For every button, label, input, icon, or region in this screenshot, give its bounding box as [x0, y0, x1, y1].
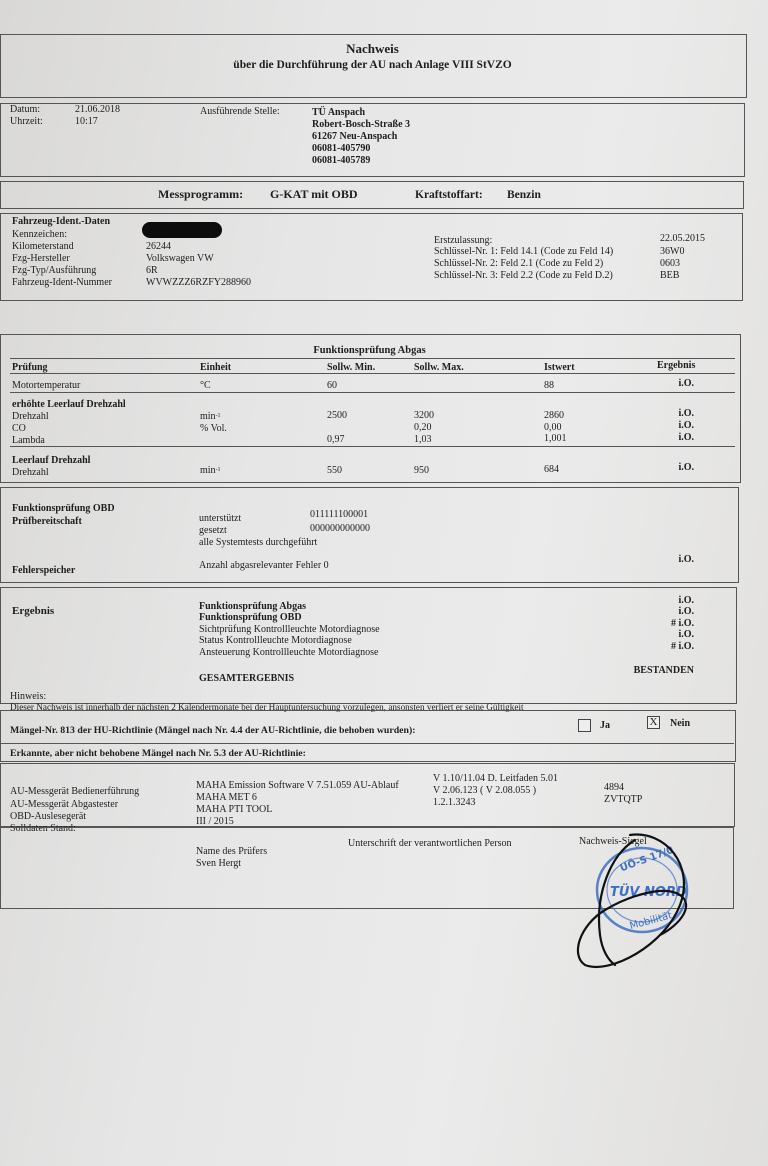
- leerlauf-drehzahl-unit: $\min^{-1}$: [200, 465, 221, 476]
- lambda-label: Lambda: [12, 435, 45, 446]
- program-value: G-KAT mit OBD: [270, 187, 358, 201]
- ja-label: Ja: [600, 720, 610, 731]
- obd-box: [0, 487, 739, 583]
- pruefer-name: Sven Hergt: [196, 858, 242, 869]
- ergebnis-item-label: Funktionsprüfung OBD: [199, 612, 302, 623]
- leerlauf-drehzahl-ist: 684: [544, 464, 559, 475]
- vehicle-right-value: 0603: [660, 258, 680, 269]
- page-subtitle: über die Durchführung der AU nach Anlage VIII StVZO: [233, 59, 512, 71]
- drehzahl-max: 3200: [414, 410, 434, 421]
- hinweis-label: Hinweis:: [10, 691, 47, 702]
- obd-pruef-label: Prüfbereitschaft: [12, 516, 82, 527]
- vehicle-row-label: Kilometerstand: [12, 241, 74, 252]
- motortemp-unit: °C: [200, 380, 211, 391]
- lambda-min: 0,97: [327, 434, 345, 445]
- lambda-result: i.O.: [678, 432, 694, 443]
- vehicle-row-label: Fzg-Typ/Ausführung: [12, 265, 97, 276]
- equipment-label: AU-Messgerät Abgastester: [10, 799, 119, 810]
- col-sollw-max: Sollw. Max.: [414, 362, 464, 373]
- co-ist: 0,00: [544, 422, 562, 433]
- pruefer-label: Name des Prüfers: [196, 846, 268, 857]
- stelle-line: 61267 Neu-Anspach: [312, 131, 398, 142]
- systemtests-text: alle Systemtests durchgeführt: [199, 537, 318, 548]
- equipment-code: 4894: [604, 782, 624, 793]
- gesamt-value: BESTANDEN: [633, 665, 694, 676]
- col-pruefung: Prüfung: [12, 362, 48, 373]
- stamp-bottom-text: Mobilität: [628, 910, 674, 933]
- unterschrift-label: Unterschrift der verantwortlichen Person: [348, 838, 512, 849]
- vehicle-row-label: Fahrzeug-Ident-Nummer: [12, 277, 112, 288]
- fuel-value: Benzin: [507, 189, 541, 201]
- datum-label: Datum:: [10, 104, 40, 115]
- page-title: Nachweis: [346, 41, 399, 56]
- vehicle-right-label: Schlüssel-Nr. 1: Feld 14.1 (Code zu Feld 14): [434, 246, 614, 257]
- row-line: [10, 446, 735, 447]
- datum-value: 21.06.2018: [75, 104, 120, 115]
- drehzahl-result: i.O.: [678, 408, 694, 419]
- fehler-text: Anzahl abgasrelevanter Fehler 0: [199, 560, 329, 571]
- equipment-version: V 1.10/11.04 D. Leitfaden 5.01: [433, 773, 558, 784]
- equipment-label: Solldaten Stand:: [10, 823, 76, 834]
- maengel-question: Mängel-Nr. 813 der HU-Richtlinie (Mängel nach Nr. 4.4 der AU-Richtlinie, die behoben wurden):: [10, 725, 416, 736]
- stamp-top-text: UÖ-S 17/0: [618, 844, 676, 875]
- vehicle-right-value: 36W0: [660, 246, 685, 257]
- stelle-line: Robert-Bosch-Straße 3: [312, 119, 411, 130]
- ergebnis-item-result: i.O.: [678, 629, 694, 640]
- col-istwert: Istwert: [544, 362, 575, 373]
- leerlauf-drehzahl-min: 550: [327, 465, 342, 476]
- equipment-code: ZVTQTP: [604, 794, 643, 805]
- program-label: Messprogramm:: [158, 187, 244, 201]
- program-box: [0, 181, 744, 209]
- stelle-label: Ausführende Stelle:: [200, 106, 280, 117]
- drehzahl-unit: $\min^{-1}$: [200, 411, 221, 422]
- erhoeht-heading: erhöhte Leerlauf Drehzahl: [12, 399, 126, 410]
- drehzahl-label: Drehzahl: [12, 411, 49, 422]
- stamp-mid-text: TÜV NORD: [610, 885, 687, 900]
- ergebnis-item-result: i.O.: [678, 606, 694, 617]
- col-einheit: Einheit: [200, 362, 232, 373]
- signature-scribble: [570, 825, 700, 980]
- gesetzt-label: gesetzt: [199, 525, 227, 536]
- drehzahl-ist: 2860: [544, 410, 564, 421]
- vehicle-heading: Fahrzeug-Ident.-Daten: [12, 216, 111, 227]
- ergebnis-box: [0, 587, 737, 704]
- ergebnis-item-result: # i.O.: [670, 618, 694, 629]
- ergebnis-heading: Ergebnis: [12, 605, 55, 617]
- row-line: [10, 392, 735, 393]
- vehicle-row-value: 26244: [146, 241, 171, 252]
- vehicle-row-value: WVWZZZ6RZFY288960: [146, 277, 251, 288]
- motortemp-ist: 88: [544, 380, 554, 391]
- vehicle-row-label: Fzg-Hersteller: [12, 253, 70, 264]
- gesamt-label: GESAMTERGEBNIS: [199, 673, 295, 684]
- stelle-line: TÜ Anspach: [312, 107, 366, 118]
- erkannte-text: Erkannte, aber nicht behobene Mängel nach Nr. 5.3 der AU-Richtlinie:: [10, 748, 306, 759]
- equipment-value: MAHA PTI TOOL: [196, 804, 273, 815]
- equipment-label: OBD-Auslesegerät: [10, 811, 87, 822]
- col-ergebnis: Ergebnis: [657, 360, 696, 371]
- stelle-line: 06081-405789: [312, 155, 371, 166]
- stelle-line: 06081-405790: [312, 143, 371, 154]
- co-label: CO: [12, 423, 26, 434]
- maengel-divider: [0, 743, 734, 744]
- motortemp-result: i.O.: [678, 378, 694, 389]
- fehler-result: i.O.: [678, 554, 694, 565]
- vehicle-right-value: BEB: [660, 270, 680, 281]
- signature-stroke: [578, 835, 686, 967]
- ergebnis-item-label: Status Kontrollleuchte Motordiagnose: [199, 635, 352, 646]
- ergebnis-item-label: Ansteuerung Kontrollleuchte Motordiagnose: [199, 647, 379, 658]
- vehicle-right-label: Schlüssel-Nr. 2: Feld 2.1 (Code zu Feld 2): [434, 258, 604, 269]
- gesetzt-value: 000000000000: [310, 523, 370, 534]
- equipment-version: 1.2.1.3243: [433, 797, 476, 808]
- abgas-divider: [10, 358, 735, 359]
- leerlauf-drehzahl-label: Drehzahl: [12, 467, 49, 478]
- abgas-title: Funktionsprüfung Abgas: [313, 345, 426, 356]
- fehler-label: Fehlerspeicher: [12, 565, 76, 576]
- leerlauf-heading: Leerlauf Drehzahl: [12, 455, 91, 466]
- vehicle-right-label: Erstzulassung:: [434, 235, 493, 246]
- leerlauf-drehzahl-result: i.O.: [678, 462, 694, 473]
- ergebnis-item-label: Funktionsprüfung Abgas: [199, 601, 306, 612]
- lambda-max: 1,03: [414, 434, 432, 445]
- obd-heading: Funktionsprüfung OBD: [12, 503, 115, 514]
- abgas-header-line: [10, 373, 735, 374]
- nein-label: Nein: [670, 718, 690, 729]
- equipment-label: AU-Messgerät Bedienerführung: [10, 786, 140, 797]
- equipment-value: MAHA Emission Software V 7.51.059 AU-Ablauf: [196, 780, 399, 791]
- unterstuetzt-label: unterstützt: [199, 513, 242, 524]
- vehicle-row-label: Kennzeichen:: [12, 229, 67, 240]
- equipment-version: V 2.06.123 ( V 2.08.055 ): [433, 785, 537, 796]
- ja-checkbox[interactable]: [578, 719, 591, 732]
- hinweis-text: Dieser Nachweis ist innerhalb der nächsten 2 Kalendermonate bei der Hauptuntersuchung vorzulegen, ansonsten verliert er seine Gültigkeit: [10, 702, 524, 712]
- ergebnis-item-label: Sichtprüfung Kontrollleuchte Motordiagnose: [199, 624, 380, 635]
- vehicle-row-value: 6R: [146, 265, 158, 276]
- fuel-label: Kraftstoffart:: [415, 189, 483, 201]
- ergebnis-item-result: i.O.: [678, 595, 694, 606]
- vehicle-row-value: Volkswagen VW: [146, 253, 214, 264]
- uhrzeit-label: Uhrzeit:: [10, 116, 43, 127]
- leerlauf-drehzahl-max: 950: [414, 465, 429, 476]
- siegel-label: Nachweis-Siegel: [579, 836, 647, 847]
- ergebnis-item-result: # i.O.: [670, 641, 694, 652]
- equipment-value: III / 2015: [196, 816, 234, 827]
- redacted-kennzeichen: [142, 222, 222, 238]
- drehzahl-min: 2500: [327, 410, 347, 421]
- col-sollw-min: Sollw. Min.: [327, 362, 376, 373]
- lambda-ist: 1,001: [544, 433, 567, 444]
- vehicle-right-value: 22.05.2015: [660, 233, 705, 244]
- motortemp-min: 60: [327, 380, 337, 391]
- motortemp-label: Motortemperatur: [12, 380, 81, 391]
- co-unit: % Vol.: [200, 423, 227, 434]
- nein-checkbox[interactable]: X: [647, 716, 660, 729]
- unterstuetzt-value: 011111100001: [310, 509, 369, 520]
- vehicle-right-label: Schlüssel-Nr. 3: Feld 2.2 (Code zu Feld D.2): [434, 270, 613, 281]
- co-result: i.O.: [678, 420, 694, 431]
- co-max: 0,20: [414, 422, 432, 433]
- equipment-value: MAHA MET 6: [196, 792, 257, 803]
- uhrzeit-value: 10:17: [75, 116, 98, 127]
